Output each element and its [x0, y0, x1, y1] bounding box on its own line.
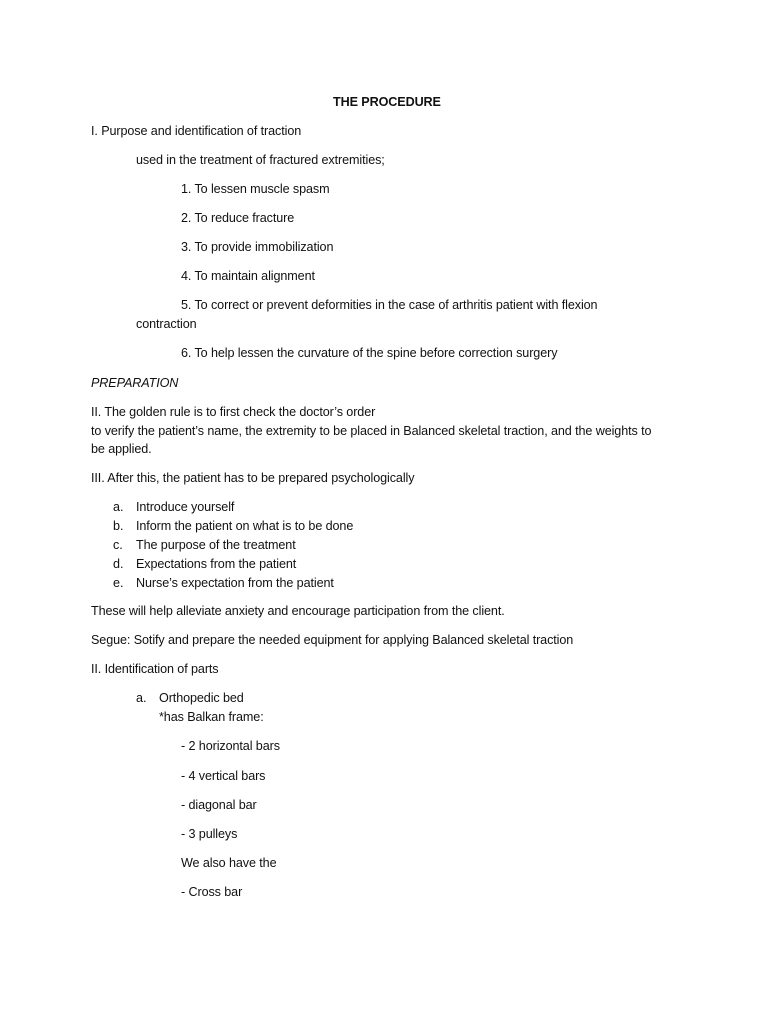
golden-rule-line-1: II. The golden rule is to first check the doctor’s order [91, 405, 376, 419]
purpose-item-1: 1. To lessen muscle spasm [181, 182, 330, 196]
page-title: THE PROCEDURE [333, 95, 441, 109]
list-item: Nurse’s expectation from the patient [136, 576, 334, 590]
purpose-item-4: 4. To maintain alignment [181, 269, 315, 283]
frame-part: - Cross bar [181, 885, 243, 899]
purpose-item-6: 6. To help lessen the curvature of the spine before correction surgery [181, 346, 558, 360]
section-3-heading: III. After this, the patient has to be prepared psychologically [91, 471, 415, 485]
purpose-item-5: 5. To correct or prevent deformities in the case of arthritis patient with flexion [181, 298, 598, 312]
list-item: Expectations from the patient [136, 557, 297, 571]
list-marker: b. [113, 519, 124, 533]
purpose-item-5-continuation: contraction [136, 317, 197, 331]
frame-part: - 3 pulleys [181, 827, 238, 841]
golden-rule-line-3: be applied. [91, 442, 152, 456]
frame-part: - diagonal bar [181, 798, 257, 812]
list-marker: a. [113, 500, 124, 514]
preparation-label: PREPARATION [91, 376, 179, 390]
section-1-heading: I. Purpose and identification of traction [91, 124, 302, 138]
list-item: Introduce yourself [136, 500, 235, 514]
golden-rule-line-2: to verify the patient’s name, the extremity to be placed in Balanced skeletal traction, and the weights to [91, 424, 652, 438]
balkan-frame-note: *has Balkan frame: [159, 710, 264, 724]
list-marker: c. [113, 538, 123, 552]
frame-part: - 2 horizontal bars [181, 739, 280, 753]
purpose-item-2: 2. To reduce fracture [181, 211, 295, 225]
section-4-heading: II. Identification of parts [91, 662, 219, 676]
list-marker: d. [113, 557, 124, 571]
also-have-line: We also have the [181, 856, 277, 870]
list-marker: a. [136, 691, 147, 705]
list-item: The purpose of the treatment [136, 538, 296, 552]
list-item: Inform the patient on what is to be done [136, 519, 354, 533]
frame-part: - 4 vertical bars [181, 769, 266, 783]
list-marker: e. [113, 576, 124, 590]
segue-line: Segue: Sotify and prepare the needed equipment for applying Balanced skeletal traction [91, 633, 574, 647]
section-3-closing: These will help alleviate anxiety and encourage participation from the client. [91, 604, 505, 618]
purpose-item-3: 3. To provide immobilization [181, 240, 334, 254]
orthopedic-bed-item: Orthopedic bed [159, 691, 244, 705]
section-1-intro: used in the treatment of fractured extremities; [136, 153, 385, 167]
